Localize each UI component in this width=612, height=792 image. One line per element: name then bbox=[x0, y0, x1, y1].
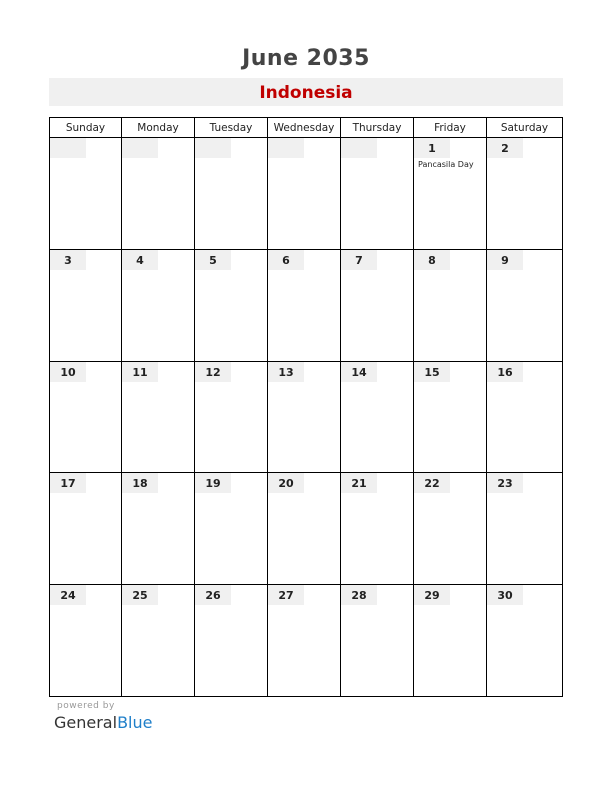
day-cell[interactable] bbox=[49, 473, 121, 585]
day-number: 19 bbox=[195, 473, 231, 493]
day-cell[interactable] bbox=[194, 250, 267, 362]
day-number: 27 bbox=[268, 585, 304, 605]
day-cell[interactable] bbox=[194, 473, 267, 585]
country-name: Indonesia bbox=[259, 83, 353, 103]
day-cell[interactable] bbox=[340, 473, 413, 585]
brand-part-blue: Blue bbox=[117, 713, 153, 732]
day-cell[interactable] bbox=[121, 362, 194, 473]
day-number: 25 bbox=[122, 585, 158, 605]
day-cell[interactable] bbox=[486, 138, 563, 250]
day-cell[interactable] bbox=[486, 362, 563, 473]
day-cell[interactable] bbox=[340, 250, 413, 362]
day-cell[interactable] bbox=[413, 250, 486, 362]
day-number: 7 bbox=[341, 250, 377, 270]
day-number: 1 bbox=[414, 138, 450, 158]
day-cell[interactable] bbox=[340, 362, 413, 473]
day-number: 29 bbox=[414, 585, 450, 605]
powered-by-label: powered by bbox=[57, 701, 115, 711]
day-number: 26 bbox=[195, 585, 231, 605]
day-number: 16 bbox=[487, 362, 523, 382]
day-cell[interactable] bbox=[49, 585, 121, 697]
day-cell[interactable] bbox=[340, 138, 413, 250]
day-cell[interactable] bbox=[267, 138, 340, 250]
day-number: 9 bbox=[487, 250, 523, 270]
brand-part-general: General bbox=[54, 713, 118, 732]
weekday-wednesday: Wednesday bbox=[267, 117, 340, 138]
day-number: 12 bbox=[195, 362, 231, 382]
day-cell[interactable] bbox=[486, 473, 563, 585]
day-cell[interactable] bbox=[267, 585, 340, 697]
empty-day-badge bbox=[195, 138, 231, 158]
empty-day-badge bbox=[122, 138, 158, 158]
generalblue-logo[interactable] bbox=[54, 713, 152, 732]
day-cell[interactable] bbox=[121, 250, 194, 362]
day-cell[interactable] bbox=[486, 250, 563, 362]
day-number: 5 bbox=[195, 250, 231, 270]
day-cell[interactable] bbox=[267, 250, 340, 362]
day-cell[interactable] bbox=[121, 585, 194, 697]
day-cell[interactable] bbox=[194, 362, 267, 473]
day-cell[interactable] bbox=[413, 138, 486, 250]
weekday-saturday: Saturday bbox=[486, 117, 563, 138]
day-number: 17 bbox=[50, 473, 86, 493]
day-cell[interactable] bbox=[413, 362, 486, 473]
day-cell[interactable] bbox=[267, 473, 340, 585]
day-cell[interactable] bbox=[121, 138, 194, 250]
day-cell[interactable] bbox=[194, 138, 267, 250]
day-number: 24 bbox=[50, 585, 86, 605]
day-number: 11 bbox=[122, 362, 158, 382]
day-cell[interactable] bbox=[49, 362, 121, 473]
day-number: 23 bbox=[487, 473, 523, 493]
day-cell[interactable] bbox=[267, 362, 340, 473]
empty-day-badge bbox=[341, 138, 377, 158]
day-number: 14 bbox=[341, 362, 377, 382]
day-number: 30 bbox=[487, 585, 523, 605]
calendar-title: June 2035 bbox=[242, 46, 370, 71]
day-cell[interactable] bbox=[121, 473, 194, 585]
country-banner bbox=[49, 78, 563, 106]
holiday-label: Pancasila Day bbox=[418, 160, 474, 169]
weekday-friday: Friday bbox=[413, 117, 486, 138]
empty-day-badge bbox=[50, 138, 86, 158]
day-cell[interactable] bbox=[194, 585, 267, 697]
day-number: 20 bbox=[268, 473, 304, 493]
day-number: 8 bbox=[414, 250, 450, 270]
day-number: 18 bbox=[122, 473, 158, 493]
day-number: 10 bbox=[50, 362, 86, 382]
day-number: 2 bbox=[487, 138, 523, 158]
day-cell[interactable] bbox=[486, 585, 563, 697]
day-number: 21 bbox=[341, 473, 377, 493]
day-cell[interactable] bbox=[340, 585, 413, 697]
weekday-thursday: Thursday bbox=[340, 117, 413, 138]
empty-day-badge bbox=[268, 138, 304, 158]
weekday-header-row bbox=[49, 117, 563, 138]
day-number: 4 bbox=[122, 250, 158, 270]
weekday-tuesday: Tuesday bbox=[194, 117, 267, 138]
day-number: 15 bbox=[414, 362, 450, 382]
calendar-grid bbox=[49, 117, 563, 697]
day-number: 22 bbox=[414, 473, 450, 493]
day-number: 6 bbox=[268, 250, 304, 270]
weekday-sunday: Sunday bbox=[49, 117, 121, 138]
day-number: 3 bbox=[50, 250, 86, 270]
day-cell[interactable] bbox=[49, 250, 121, 362]
day-number: 28 bbox=[341, 585, 377, 605]
day-cell[interactable] bbox=[413, 585, 486, 697]
day-cell[interactable] bbox=[413, 473, 486, 585]
day-number: 13 bbox=[268, 362, 304, 382]
weekday-monday: Monday bbox=[121, 117, 194, 138]
day-cell[interactable] bbox=[49, 138, 121, 250]
